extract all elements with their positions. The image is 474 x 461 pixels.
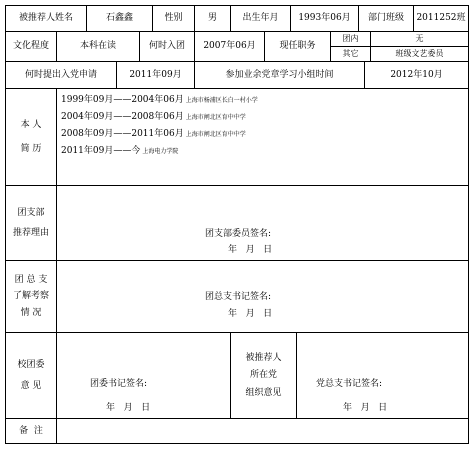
- branch-sign: 团支部委员签名:: [205, 229, 272, 239]
- dept-label: 部门班级: [359, 5, 414, 32]
- resume-line: 2011年09月——今 上海电力学院: [61, 146, 179, 156]
- gender-value: 男: [195, 5, 231, 32]
- edu-label: 文化程度: [5, 32, 57, 62]
- secretary-label-line3: 情 况: [20, 307, 42, 318]
- party-date: 年 月 日: [343, 403, 388, 413]
- group-label: 参加业余党章学习小组时间: [195, 62, 365, 89]
- secretary-label: [5, 261, 57, 333]
- join-value: 2007年06月: [195, 32, 265, 62]
- resume-label-line2: 简 历: [20, 144, 42, 154]
- name-value: 石鑫鑫: [87, 5, 153, 32]
- other-value: 班级文艺委员: [371, 47, 469, 62]
- secretary-date: 年 月 日: [228, 309, 273, 319]
- school-label: [5, 333, 57, 419]
- school-label-line2: 意 见: [20, 380, 42, 391]
- party-org-label-line1: 被推荐人: [245, 352, 282, 363]
- other-label: 其它: [331, 47, 371, 62]
- resume-label-line1: 本 人: [20, 119, 42, 130]
- secretary-sign: 团总支书记签名:: [205, 292, 272, 302]
- dept-value: 2011252班: [414, 5, 469, 32]
- edu-value: 本科在读: [57, 32, 140, 62]
- resume-line: 1999年09月——2004年06月 上海市杨浦区长白一村小学: [61, 95, 258, 105]
- birth-label: 出生年月: [231, 5, 291, 32]
- inside-value: 无: [371, 32, 469, 47]
- apply-value: 2011年09月: [117, 62, 195, 89]
- secretary-label-line2: 了解考察: [12, 291, 49, 302]
- party-org-label-line2: 所在党: [249, 370, 277, 381]
- branch-date: 年 月 日: [228, 245, 273, 255]
- birth-value: 1993年06月: [291, 5, 359, 32]
- branch-label: [5, 186, 57, 261]
- group-value: 2012年10月: [365, 62, 469, 89]
- inside-label: 团内: [331, 32, 371, 47]
- join-label: 何时入团: [140, 32, 195, 62]
- branch-label-line2: 推荐理由: [12, 228, 49, 238]
- party-org-label-line3: 组织意见: [245, 387, 282, 398]
- name-label: 被推荐人姓名: [5, 5, 87, 32]
- secretary-label-line1: 团 总 支: [14, 274, 48, 285]
- remarks-content: [57, 419, 469, 444]
- party-sign: 党总支书记签名:: [316, 379, 383, 389]
- party-org-label: [231, 333, 297, 419]
- resume-label: [5, 89, 57, 186]
- resume-line: 2008年09月——2011年06月 上海市闸北区育中中学: [61, 129, 246, 139]
- gender-label: 性别: [153, 5, 195, 32]
- resume-line: 2004年09月——2008年06月 上海市闸北区育中中学: [61, 112, 246, 122]
- apply-label: 何时提出入党申请: [5, 62, 117, 89]
- school-sign: 团委书记签名:: [90, 379, 148, 389]
- remarks-label: 备 注: [5, 419, 57, 444]
- school-label-line1: 校团委: [17, 360, 45, 371]
- school-date: 年 月 日: [106, 403, 151, 413]
- branch-label-line1: 团支部: [17, 207, 45, 218]
- position-label: 现任职务: [265, 32, 331, 62]
